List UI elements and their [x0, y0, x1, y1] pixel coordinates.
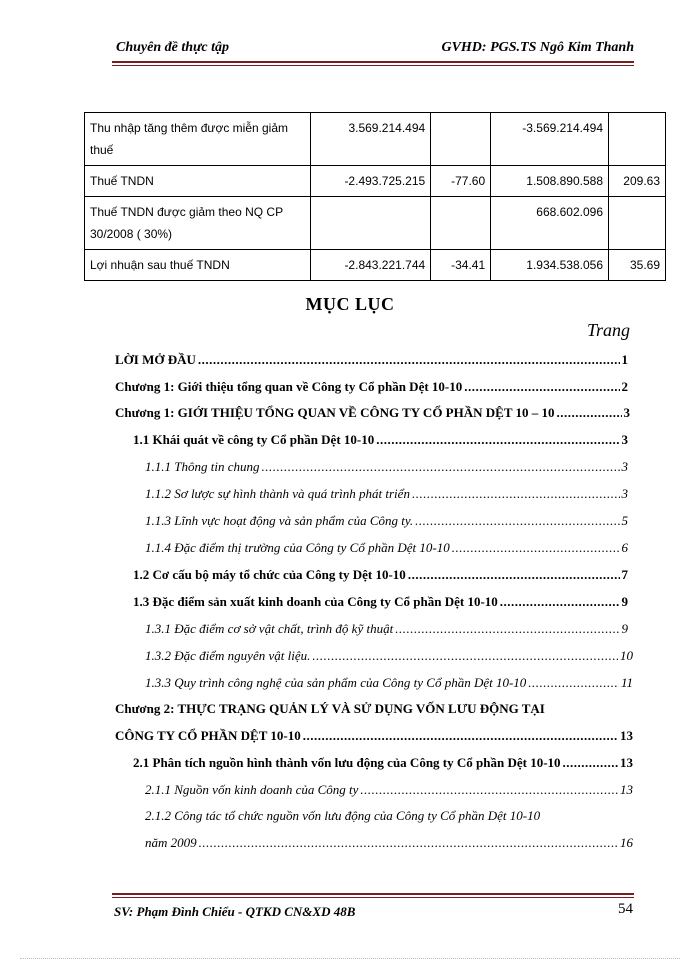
cell: -34.41	[431, 250, 491, 281]
toc-entry-page: 3	[623, 405, 630, 420]
row-label: Lợi nhuận sau thuế TNDN	[85, 250, 311, 281]
page-number: 54	[618, 901, 633, 917]
toc-entry-page: 13	[620, 782, 633, 797]
cell	[311, 197, 431, 250]
toc-entry-text: 2.1.2 Công tác tổ chức nguồn vốn lưu động của Công ty Cổ phần Dệt 10-10	[145, 808, 541, 823]
toc-entry[interactable]	[145, 621, 628, 637]
row-label: Thu nhập tăng thêm được miễn giảm thuế	[85, 113, 311, 166]
toc-entry-text: Chương 2: THỰC TRẠNG QUẢN LÝ VÀ SỬ DỤNG VỐN LƯU ĐỘNG TẠI	[115, 701, 545, 716]
toc-entry[interactable]	[145, 808, 540, 824]
toc-entry[interactable]	[145, 782, 633, 798]
page-column-label: Trang	[586, 320, 630, 340]
toc-entry-text: 1.3.2 Đặc điểm nguyên vật liệu.	[145, 648, 311, 663]
financial-table	[84, 112, 666, 281]
footer-rule	[112, 893, 634, 895]
cell	[609, 197, 666, 250]
toc-entry-text: LỜI MỞ ĐẦU	[115, 352, 196, 367]
toc-entry-page: 16	[620, 835, 633, 850]
toc-entry-page: 10	[620, 648, 633, 663]
toc-entry[interactable]	[133, 594, 628, 610]
toc-entry[interactable]	[115, 701, 635, 717]
toc-entry-text: Chương 1: GIỚI THIỆU TỔNG QUAN VỀ CÔNG TY CỔ PHẦN DỆT 10 – 10	[115, 405, 555, 420]
toc-entry-text: Chương 1: Giới thiệu tổng quan về Công ty Cổ phần Dệt 10-10	[115, 379, 463, 394]
toc-entry[interactable]	[145, 459, 628, 475]
cell: 668.602.096	[491, 197, 609, 250]
toc-entry-text: 2.1.1 Nguồn vốn kinh doanh của Công ty	[145, 782, 359, 797]
cell: 1.508.890.588	[491, 166, 609, 197]
toc-entry[interactable]	[145, 513, 628, 529]
toc-entry[interactable]	[115, 352, 628, 368]
toc-entry[interactable]	[145, 675, 633, 691]
toc-entry-page: 9	[621, 621, 628, 636]
header-left: Chuyên đề thực tập	[116, 40, 230, 55]
toc-entry-page: 11	[620, 675, 633, 690]
cell: -3.569.214.494	[491, 113, 609, 166]
toc-entry-page: 1	[621, 352, 628, 367]
cell: -2.493.725.215	[311, 166, 431, 197]
cell	[431, 113, 491, 166]
toc-entry-text: 2.1 Phân tích nguồn hình thành vốn lưu động của Công ty Cổ phần Dệt 10-10	[133, 755, 561, 770]
toc-entry-text: năm 2009	[145, 835, 197, 850]
toc-entry-text: CÔNG TY CỔ PHẦN DỆT 10-10	[115, 728, 301, 743]
footer-rule-thin	[112, 897, 634, 898]
toc-entry-text: 1.3 Đặc điểm sản xuất kinh doanh của Công ty Cổ phần Dệt 10-10	[133, 594, 498, 609]
footer-author: SV: Phạm Đình Chiểu - QTKD CN&XD 48B	[114, 904, 356, 919]
page-break-line	[20, 958, 680, 959]
toc-entry-page: 13	[620, 755, 633, 770]
cell: 3.569.214.494	[311, 113, 431, 166]
toc-entry-text: 1.3.3 Quy trình công nghệ của sản phẩm của Công ty Cổ phần Dệt 10-10	[145, 675, 527, 690]
toc-entry-page: 5	[621, 513, 628, 528]
cell: -77.60	[431, 166, 491, 197]
toc-entry-page: 3	[621, 459, 628, 474]
table-row	[85, 250, 666, 281]
toc-title: MỤC LỤC	[305, 294, 395, 314]
toc-entry-text: 1.1.2 Sơ lược sự hình thành và quá trình phát triển	[145, 486, 410, 501]
toc-entry-page: 3	[621, 432, 628, 447]
row-label: Thuế TNDN	[85, 166, 311, 197]
cell: -2.843.221.744	[311, 250, 431, 281]
toc-entry[interactable]	[145, 540, 628, 556]
toc-entry-page: 3	[621, 486, 628, 501]
toc-entry[interactable]	[133, 567, 628, 583]
cell: 1.934.538.056	[491, 250, 609, 281]
cell	[431, 197, 491, 250]
table-row	[85, 113, 666, 166]
toc-entry-page: 13	[620, 728, 633, 743]
toc-entry[interactable]	[145, 486, 628, 502]
toc-entry-text: 1.3.1 Đặc điểm cơ sở vật chất, trình độ kỹ thuật	[145, 621, 394, 636]
header-rule-thin	[112, 65, 634, 66]
toc-entry-text: 1.1.1 Thông tin chung	[145, 459, 260, 474]
toc-entry-page: 2	[621, 379, 628, 394]
toc-entry-text: 1.1.4 Đặc điểm thị trường của Công ty Cổ phần Dệt 10-10	[145, 540, 450, 555]
cell: 209.63	[609, 166, 666, 197]
cell: 35.69	[609, 250, 666, 281]
toc-entry[interactable]	[145, 835, 633, 851]
table-row	[85, 166, 666, 197]
row-label: Thuế TNDN được giảm theo NQ CP 30/2008 ( 30%)	[85, 197, 311, 250]
toc-entry-text: 1.2 Cơ cấu bộ máy tổ chức của Công ty Dệt 10-10	[133, 567, 406, 582]
toc-entry-text: 1.1 Khái quát về công ty Cổ phần Dệt 10-10	[133, 432, 375, 447]
toc-entry[interactable]	[115, 379, 628, 395]
toc-entry-page: 6	[621, 540, 628, 555]
cell	[609, 113, 666, 166]
toc-entry[interactable]	[115, 728, 633, 744]
toc-entry[interactable]	[133, 755, 633, 771]
toc-entry-page: 9	[621, 594, 628, 609]
toc-entry[interactable]	[115, 405, 630, 421]
toc-entry[interactable]	[133, 432, 628, 448]
page-header	[112, 38, 634, 60]
toc-entry-text: 1.1.3 Lĩnh vực hoạt động và sản phẩm của Công ty.	[145, 513, 414, 528]
toc-entry[interactable]	[145, 648, 633, 664]
toc-entry-page: 7	[621, 567, 628, 582]
header-right: GVHD: PGS.TS Ngô Kim Thanh	[441, 40, 634, 55]
header-rule	[112, 61, 634, 63]
table-row	[85, 197, 666, 250]
